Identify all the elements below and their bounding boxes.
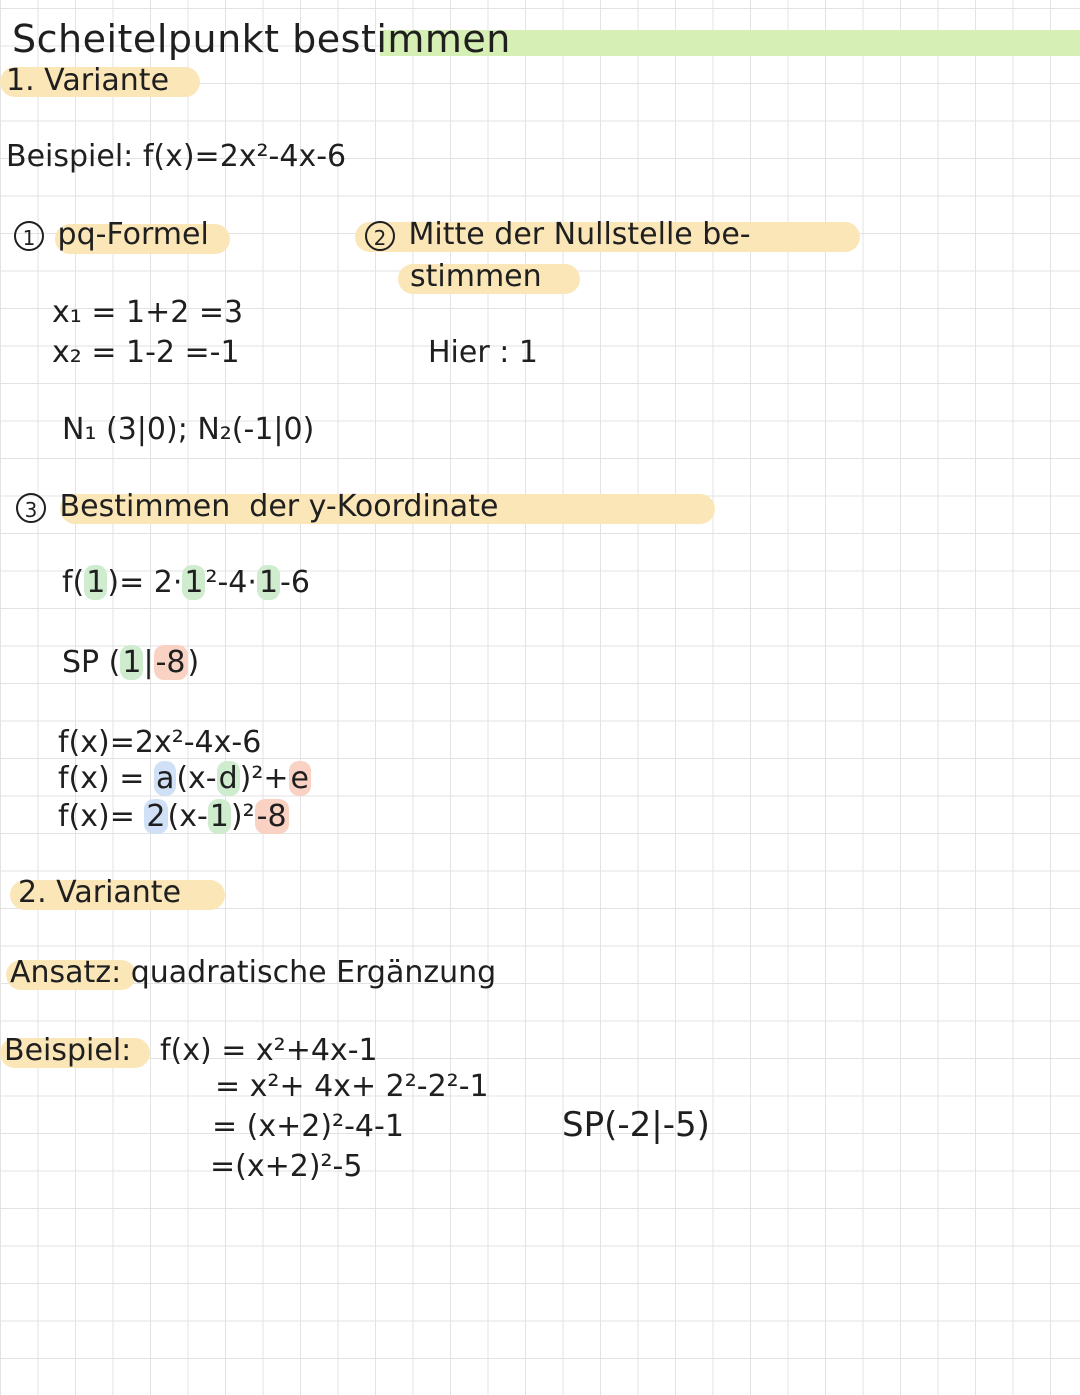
example2-step-2: = x²+ 4x+ 2²-2²-1 — [215, 1069, 489, 1104]
form3-pow: )² — [230, 799, 255, 834]
form2-pow: )²+ — [239, 761, 289, 796]
hier-value: Hier : 1 — [428, 335, 538, 370]
sp1-prefix: SP ( — [62, 645, 121, 680]
example1 — [6, 139, 347, 174]
page-title: Scheitelpunkt bestimmen — [12, 17, 511, 61]
nullstellen: N₁ (3|0); N₂(-1|0) — [62, 412, 315, 447]
scheitelpunkt-1 — [62, 645, 200, 680]
step3-heading — [16, 489, 499, 524]
form2-mid: (x- — [176, 761, 217, 796]
step3-label: Bestimmen der y-Koordinate — [59, 489, 499, 524]
form3-mid: (x- — [167, 799, 208, 834]
example1-formula: f(x)=2x²-4x-6 — [142, 139, 347, 174]
sp1-x: 1 — [122, 645, 142, 680]
step2-label-line1: Mitte der Nullstelle be- — [408, 217, 751, 252]
f1-prefix: f( — [62, 565, 85, 600]
variant2-heading: 2. Variante — [18, 875, 182, 910]
example2-label: Beispiel: — [4, 1033, 132, 1068]
step1-number-icon: 1 — [14, 221, 44, 251]
step1-heading — [14, 217, 209, 252]
f1-rest2: -6 — [280, 565, 310, 600]
form3-a: 2 — [146, 799, 166, 834]
form3-e: -8 — [256, 799, 287, 834]
example2-step-3: = (x+2)²-4-1 — [212, 1109, 404, 1144]
sp1-suffix: ) — [187, 645, 200, 680]
f1-mid: )= 2· — [107, 565, 183, 600]
f-of-1 — [62, 565, 310, 600]
form2-d: d — [218, 761, 238, 796]
sp1-sep: | — [143, 645, 154, 680]
step1-label: pq-Formel — [57, 217, 209, 252]
x1-solution: x₁ = 1+2 =3 — [52, 295, 244, 330]
f1-rest1: ²-4· — [205, 565, 257, 600]
form2-e: e — [290, 761, 310, 796]
sp1-y: -8 — [155, 645, 186, 680]
step2-number-icon: 2 — [365, 221, 395, 251]
form2-a: a — [155, 761, 175, 796]
form-general: f(x)=2x²-4x-6 — [58, 725, 262, 760]
f1-arg: 1 — [86, 565, 106, 600]
form2-prefix: f(x) = — [58, 761, 154, 796]
ansatz-line — [10, 955, 497, 990]
form-vertex-template — [58, 761, 311, 796]
form3-d: 1 — [209, 799, 229, 834]
form-vertex-result — [58, 799, 289, 834]
x2-solution: x₂ = 1-2 =-1 — [52, 335, 240, 370]
form3-prefix: f(x)= — [58, 799, 145, 834]
example1-label: Beispiel: — [6, 139, 134, 174]
step3-number-icon: 3 — [16, 493, 46, 523]
step2-label-line2: stimmen — [410, 259, 542, 294]
ansatz-label: Ansatz — [10, 955, 112, 990]
f1-lin: 1 — [258, 565, 279, 600]
variant1-heading: 1. Variante — [6, 63, 170, 98]
scheitelpunkt-2: SP(-2|-5) — [562, 1105, 710, 1145]
example2-step-1: f(x) = x²+4x-1 — [160, 1033, 378, 1068]
f1-sq: 1 — [184, 565, 204, 600]
ansatz-text: : quadratische Ergänzung — [111, 955, 497, 990]
example2-step-4: =(x+2)²-5 — [210, 1149, 363, 1184]
step2-heading-line1 — [365, 217, 751, 252]
